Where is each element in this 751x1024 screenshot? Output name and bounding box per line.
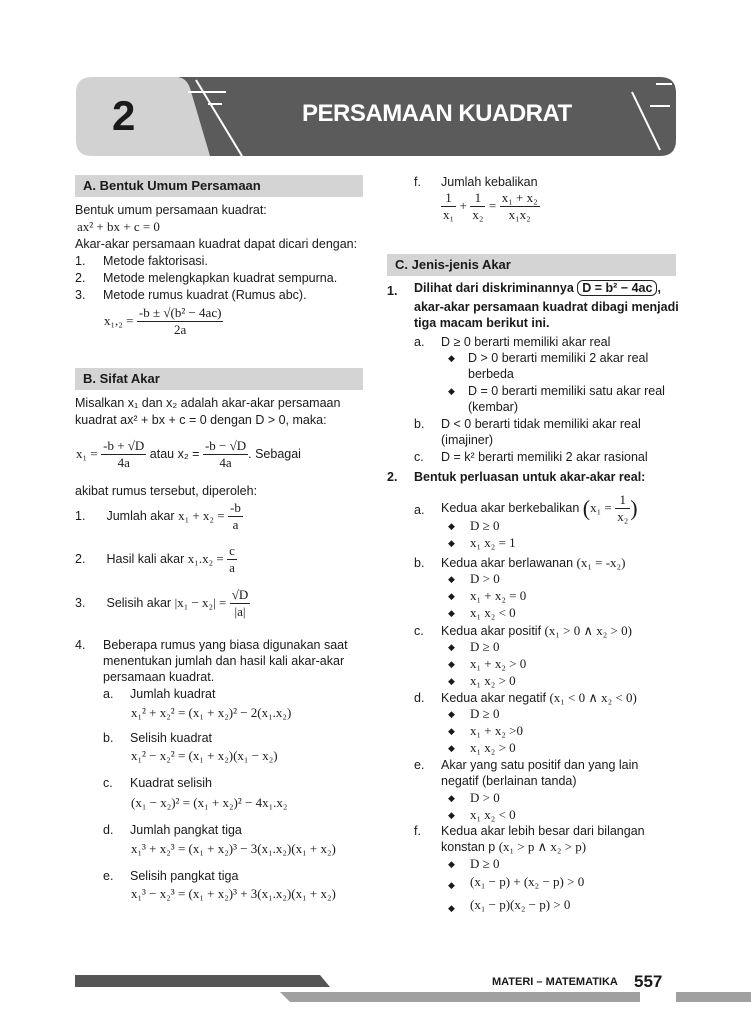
- sub-a-formula: x₁² + x₂² = (x₁ + x₂)² − 2(x₁.x₂): [131, 705, 292, 720]
- sub-b-formula: x₁² − x₂² = (x₁ + x₂)(x₁ − x₂): [131, 748, 278, 763]
- sub-e-formula: x₁³ − x₂³ = (x₁ + x₂)³ + 3(x₁.x₂)(x₁ + x₂): [131, 886, 336, 901]
- c-a-bullet-2: D = 0 berarti memiliki satu akar real: [468, 384, 665, 398]
- ext-c-bullet-2: x₁ + x₂ > 0: [470, 656, 527, 671]
- c-c-text: D = k² berarti memiliki 2 akar rasional: [441, 450, 648, 464]
- sec-a-roots-intro: Akar-akar persamaan kuadrat dapat dicari dengan:: [75, 237, 358, 251]
- bullet-icon: ◆: [448, 659, 455, 669]
- method-3-num: 3.: [75, 288, 86, 302]
- footer-label: MATERI – MATEMATIKA: [492, 976, 618, 988]
- ext-c-bullet-1: D ≥ 0: [470, 639, 500, 654]
- ext-f-letter: f.: [414, 824, 421, 838]
- property-3: 3. Selisih akar |x₁ − x₂| = $\frac{√D}{|a|}$: [75, 587, 249, 619]
- property-1: 1. Jumlah akar x₁ + x₂ = $\frac{-b}{a}$: [75, 500, 241, 532]
- c-item-2-text: Bentuk perluasan untuk akar-akar real:: [414, 470, 646, 484]
- property-4-line1: Beberapa rumus yang biasa digunakan saat: [103, 638, 348, 652]
- c-c-letter: c.: [414, 450, 424, 464]
- property-2: 2. Hasil kali akar x₁.x₂ = $\frac{c}{a}$: [75, 543, 235, 575]
- c-a-bullet-2-cont: (kembar): [468, 400, 519, 414]
- bullet-icon: ◆: [448, 591, 455, 601]
- sub-a-letter: a.: [103, 687, 114, 701]
- bullet-icon: ◆: [448, 743, 455, 753]
- section-b-heading: B. Sifat Akar: [75, 368, 363, 390]
- method-1: Metode faktorisasi.: [103, 254, 208, 268]
- ext-d-letter: d.: [414, 691, 425, 705]
- bullet-icon: ◆: [448, 676, 455, 686]
- method-3: Metode rumus kuadrat (Rumus abc).: [103, 288, 307, 302]
- ext-d-text: Kedua akar negatif (x₁ < 0 ∧ x₂ < 0): [441, 690, 637, 705]
- bullet-icon: ◆: [448, 903, 455, 913]
- bullet-icon: ◆: [448, 793, 455, 803]
- sub-c-letter: c.: [103, 776, 113, 790]
- ext-f-bullet-1: D ≥ 0: [470, 856, 500, 871]
- bullet-icon: ◆: [448, 608, 455, 618]
- c-item-1-line3: tiga macam berikut ini.: [414, 316, 550, 330]
- ext-a-text: Kedua akar berkebalikan (x₁ = $\frac{1}{\text{x₂}}$ ): [441, 492, 638, 524]
- sec-b-p1: Misalkan x₁ dan x₂ adalah akar-akar persamaan: [75, 396, 341, 410]
- bullet-icon: ◆: [448, 726, 455, 736]
- abc-formula: x₁,₂ = $\frac{\text{-b ± √(b² − 4ac)}}{2a}$: [104, 305, 222, 337]
- reciprocal-sum-formula: $\frac{1}{\text{x₁}}$ + $\frac{1}{\text{x₂}}$ = $\frac{\text{x₁ + x₂}}{\text{x₁x₂}}$: [443, 190, 538, 222]
- ext-d-bullet-2: x₁ + x₂ >0: [470, 723, 523, 738]
- property-4-line3: persamaan kuadrat.: [103, 670, 215, 684]
- sub-d-letter: d.: [103, 823, 114, 837]
- c-item-1-line2: akar-akar persamaan kuadrat dibagi menjadi: [414, 300, 679, 314]
- ext-a-bullet-1: D ≥ 0: [470, 518, 500, 533]
- ext-c-text: Kedua akar positif (x₁ > 0 ∧ x₂ > 0): [441, 623, 632, 638]
- property-4-num: 4.: [75, 638, 86, 652]
- sub-c-label: Kuadrat selisih: [130, 776, 212, 790]
- c-a-text: D ≥ 0 berarti memiliki akar real: [441, 335, 611, 349]
- bullet-icon: ◆: [448, 521, 455, 531]
- sub-e-letter: e.: [103, 869, 114, 883]
- section-a-heading: A. Bentuk Umum Persamaan: [75, 175, 363, 197]
- chapter-title: PERSAMAAN KUADRAT: [302, 100, 572, 127]
- ext-f-text-cont: konstan p (x₁ > p ∧ x₂ > p): [441, 839, 587, 854]
- chapter-number: 2: [112, 92, 136, 139]
- ext-d-bullet-1: D ≥ 0: [470, 706, 500, 721]
- ext-b-letter: b.: [414, 556, 425, 570]
- c-b-letter: b.: [414, 417, 425, 431]
- root-formulas: x₁ = $\frac{-b + √D}{4a}$ atau x₂ = $\frac{-b - √D}{4a}$ . Sebagai: [76, 438, 301, 470]
- f-letter: f.: [414, 175, 421, 189]
- c-a-letter: a.: [414, 335, 425, 349]
- ext-e-bullet-2: x₁ x₂ < 0: [470, 807, 516, 822]
- ext-e-text: Akar yang satu positif dan yang lain: [441, 758, 639, 772]
- property-4-line2: menentukan jumlah dan hasil kali akar-akar: [103, 654, 345, 668]
- bullet-icon: ◆: [448, 810, 455, 820]
- section-c-heading: C. Jenis-jenis Akar: [387, 254, 676, 276]
- bullet-icon: ◆: [448, 642, 455, 652]
- ext-b-bullet-2: x₁ + x₂ = 0: [470, 588, 527, 603]
- c-b-text-cont: (imajiner): [441, 433, 494, 447]
- ext-c-bullet-3: x₁ x₂ > 0: [470, 673, 516, 688]
- c-a-bullet-1: D > 0 berarti memiliki 2 akar real: [468, 351, 649, 365]
- method-1-num: 1.: [75, 254, 86, 268]
- sub-e-label: Selisih pangkat tiga: [130, 869, 239, 883]
- sec-a-equation: ax² + bx + c = 0: [77, 219, 160, 234]
- method-2-num: 2.: [75, 271, 86, 285]
- c-item-2-num: 2.: [387, 470, 398, 484]
- sec-b-p2: kuadrat ax² + bx + c = 0 dengan D > 0, maka:: [75, 413, 327, 427]
- c-a-bullet-1-cont: berbeda: [468, 367, 514, 381]
- ext-a-letter: a.: [414, 503, 425, 517]
- bullet-icon: ◆: [448, 574, 455, 584]
- sec-b-p3: akibat rumus tersebut, diperoleh:: [75, 484, 258, 498]
- bullet-icon: ◆: [448, 880, 455, 890]
- ext-b-bullet-3: x₁ x₂ < 0: [470, 605, 516, 620]
- sub-a-label: Jumlah kuadrat: [130, 687, 216, 701]
- ext-e-bullet-1: D > 0: [470, 790, 500, 805]
- c-b-text: D < 0 berarti tidak memiliki akar real: [441, 417, 641, 431]
- ext-b-bullet-1: D > 0: [470, 571, 500, 586]
- ext-f-text: Kedua akar lebih besar dari bilangan: [441, 824, 645, 838]
- sec-a-intro: Bentuk umum persamaan kuadrat:: [75, 203, 267, 217]
- bullet-icon: ◆: [448, 353, 455, 363]
- bullet-icon: ◆: [448, 538, 455, 548]
- f-label: Jumlah kebalikan: [441, 175, 538, 189]
- method-2: Metode melengkapkan kuadrat sempurna.: [103, 271, 338, 285]
- ext-e-letter: e.: [414, 758, 425, 772]
- ext-d-bullet-3: x₁ x₂ > 0: [470, 740, 516, 755]
- bullet-icon: ◆: [448, 859, 455, 869]
- ext-f-bullet-2: (x₁ − p) + (x₂ − p) > 0: [470, 874, 585, 889]
- sub-d-formula: x₁³ + x₂³ = (x₁ + x₂)³ − 3(x₁.x₂)(x₁ + x₂): [131, 841, 336, 856]
- ext-f-bullet-3: (x₁ − p)(x₂ − p) > 0: [470, 897, 571, 912]
- sub-b-letter: b.: [103, 731, 114, 745]
- bullet-icon: ◆: [448, 709, 455, 719]
- page-number: 557: [634, 972, 663, 991]
- ext-b-text: Kedua akar berlawanan (x₁ = -x₂): [441, 555, 626, 570]
- ext-e-text-cont: negatif (berlainan tanda): [441, 774, 577, 788]
- chapter-banner: [0, 0, 751, 170]
- sub-b-label: Selisih kuadrat: [130, 731, 212, 745]
- bullet-icon: ◆: [448, 386, 455, 396]
- sub-c-formula: (x₁ − x₂)² = (x₁ + x₂)² − 4x₁.x₂: [131, 795, 288, 810]
- c-item-1-num: 1.: [387, 284, 398, 298]
- sub-d-label: Jumlah pangkat tiga: [130, 823, 242, 837]
- ext-a-bullet-2: x₁ x₂ = 1: [470, 535, 516, 550]
- ext-c-letter: c.: [414, 624, 424, 638]
- c-item-1-line1: Dilihat dari diskriminannya D = b² − 4ac ,: [414, 281, 661, 295]
